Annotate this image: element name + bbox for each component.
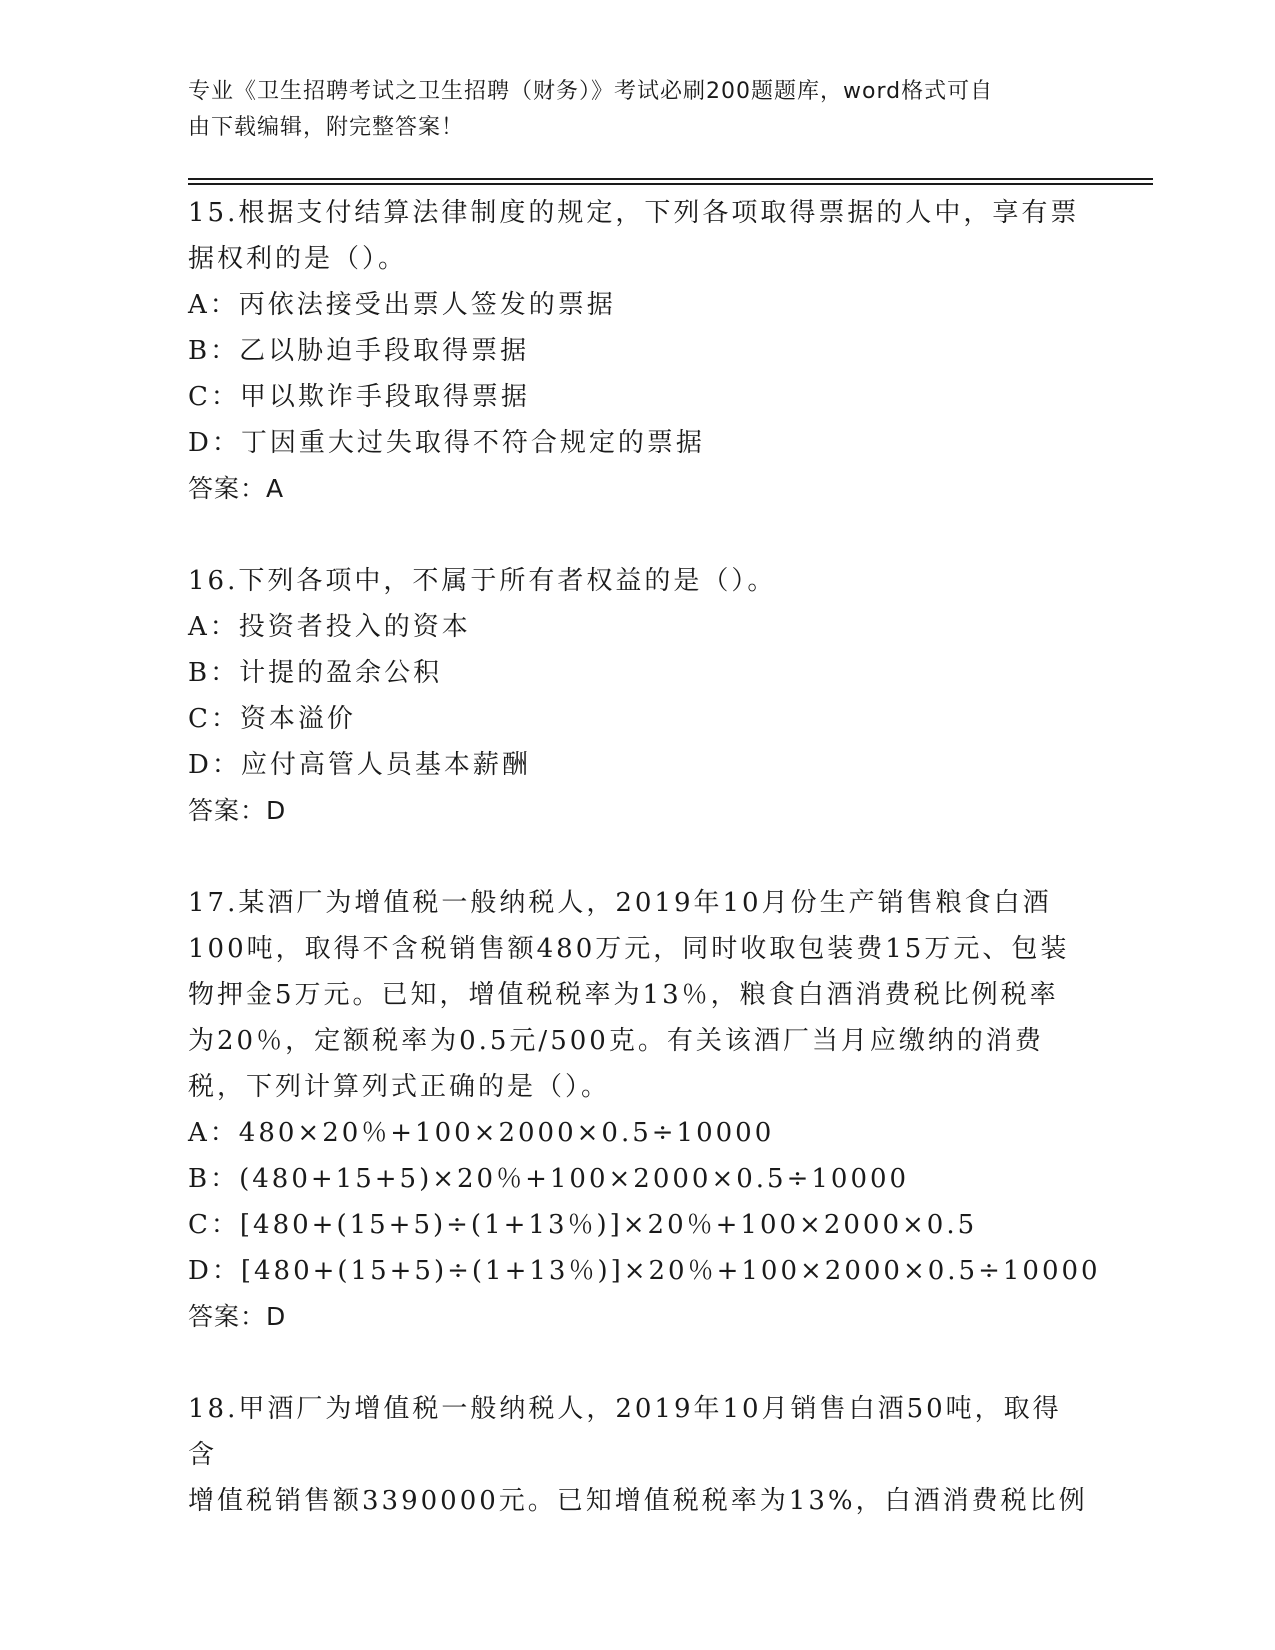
header-line-2: 由下载编辑，附完整答案！	[188, 115, 465, 140]
question-stem-line: 据权利的是（）。	[188, 244, 408, 274]
question-stem-line: 100吨，取得不含税销售额480万元，同时收取包装费15万元、包装	[188, 934, 1070, 964]
question-16	[188, 558, 1088, 834]
question-stem-line: 增值税销售额3390000元。已知增值税税率为13%，白酒消费税比例	[188, 1486, 1088, 1516]
question-list	[188, 190, 1101, 1524]
option-b: B：(480+15+5)×20％+100×2000×0.5÷10000	[188, 1164, 910, 1194]
question-stem-line: 物押金5万元。已知，增值税税率为13％，粮食白酒消费税比例税率	[188, 980, 1059, 1010]
header-line-1: 专业《卫生招聘考试之卫生招聘（财务）》考试必刷200题题库，word格式可自	[188, 79, 994, 104]
option-d: D：丁因重大过失取得不符合规定的票据	[188, 428, 705, 458]
option-c: C：甲以欺诈手段取得票据	[188, 382, 530, 412]
spacer	[188, 512, 1088, 558]
question-stem-line: 17.某酒厂为增值税一般纳税人，2019年10月份生产销售粮食白酒	[188, 888, 1052, 918]
spacer	[188, 1340, 1088, 1386]
question-15	[188, 190, 1088, 512]
option-c: C：[480+(15+5)÷(1+13％)]×20％+100×2000×0.5	[188, 1210, 978, 1240]
option-a: A：丙依法接受出票人签发的票据	[188, 290, 616, 320]
option-b: B：计提的盈余公积	[188, 658, 443, 688]
question-stem-line: 15.根据支付结算法律制度的规定，下列各项取得票据的人中，享有票	[188, 198, 1080, 228]
question-stem-line: 税，下列计算列式正确的是（）。	[188, 1072, 611, 1102]
answer: 答案：D	[188, 796, 287, 825]
question-17	[188, 880, 1101, 1340]
header-divider-bottom	[188, 183, 1153, 185]
answer: 答案：D	[188, 1302, 287, 1331]
answer: 答案：A	[188, 474, 285, 503]
option-d: D：[480+(15+5)÷(1+13％)]×20％+100×2000×0.5÷10000	[188, 1256, 1101, 1286]
question-stem-line: 18.甲酒厂为增值税一般纳税人，2019年10月销售白酒50吨，取得含	[188, 1394, 1062, 1470]
question-18	[188, 1386, 1088, 1524]
question-stem-line: 16.下列各项中，不属于所有者权益的是（）。	[188, 566, 777, 596]
option-c: C：资本溢价	[188, 704, 356, 734]
option-b: B：乙以胁迫手段取得票据	[188, 336, 530, 366]
option-a: A：投资者投入的资本	[188, 612, 471, 642]
document-header	[188, 74, 1068, 146]
option-d: D：应付高管人员基本薪酬	[188, 750, 531, 780]
header-divider-top	[188, 178, 1153, 180]
question-stem-line: 为20％，定额税率为0.5元/500克。有关该酒厂当月应缴纳的消费	[188, 1026, 1044, 1056]
spacer	[188, 834, 1088, 880]
option-a: A：480×20％+100×2000×0.5÷10000	[188, 1118, 775, 1148]
